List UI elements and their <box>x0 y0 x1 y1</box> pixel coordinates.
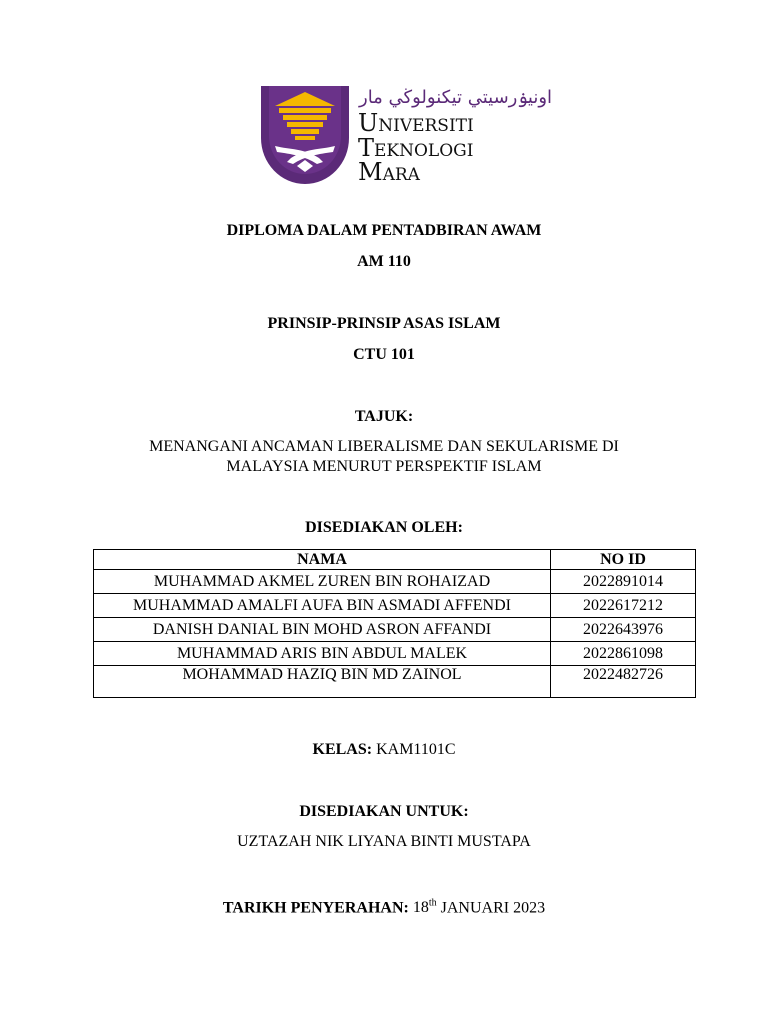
logo-line-mara: Mara <box>358 158 420 186</box>
submission-label: TARIKH PENYERAHAN: <box>222 899 409 917</box>
program-title: DIPLOMA DALAM PENTADBIRAN AWAM <box>226 222 542 239</box>
class-label: KELAS: <box>312 741 373 758</box>
uitm-logo <box>261 86 553 186</box>
student-id: 2022617212 <box>551 594 696 618</box>
topic-line-2: MALAYSIA MENURUT PERSPEKTIF ISLAM <box>226 458 542 475</box>
student-name: MOHAMMAD HAZIQ BIN MD ZAINOL <box>94 666 551 698</box>
header-id: NO ID <box>551 550 696 570</box>
logo-line-teknologi: Teknologi <box>358 134 474 162</box>
submission-day: 18th <box>412 898 437 917</box>
table-header-row <box>94 550 696 570</box>
table-row <box>94 618 696 642</box>
student-name: MUHAMMAD AKMEL ZUREN BIN ROHAIZAD <box>94 570 551 594</box>
student-id: 2022643976 <box>551 618 696 642</box>
table-row <box>94 594 696 618</box>
student-id: 2022861098 <box>551 642 696 666</box>
submission-date-line <box>0 894 768 918</box>
student-name: DANISH DANIAL BIN MOHD ASRON AFFANDI <box>94 618 551 642</box>
submission-day-suffix: th <box>428 898 437 909</box>
student-name: MUHAMMAD AMALFI AUFA BIN ASMADI AFFENDI <box>94 594 551 618</box>
program-code: AM 110 <box>357 253 411 270</box>
jawi-university-name: اونيۏرسيتي تيكنولوڬي مار <box>359 87 553 108</box>
submission-month-year: JANUARI 2023 <box>440 899 546 917</box>
student-id: 2022482726 <box>551 666 696 698</box>
table-row <box>94 570 696 594</box>
table-row <box>94 666 696 698</box>
header-name: NAMA <box>94 550 551 570</box>
topic-label: TAJUK: <box>354 408 414 425</box>
prepared-by-label: DISEDIAKAN OLEH: <box>305 519 463 536</box>
prepared-for-label: DISEDIAKAN UNTUK: <box>299 803 469 820</box>
students-table <box>93 549 696 698</box>
student-name: MUHAMMAD ARIS BIN ABDUL MALEK <box>94 642 551 666</box>
uitm-shield-icon <box>261 86 349 184</box>
prepared-for-value: UZTAZAH NIK LIYANA BINTI MUSTAPA <box>237 833 531 850</box>
logo-line-universiti: Universiti <box>358 109 474 137</box>
course-code: CTU 101 <box>353 346 415 363</box>
topic-line-1: MENANGANI ANCAMAN LIBERALISME DAN SEKULARISME DI <box>149 438 619 455</box>
class-line <box>0 740 768 760</box>
course-title: PRINSIP-PRINSIP ASAS ISLAM <box>267 315 501 332</box>
student-id: 2022891014 <box>551 570 696 594</box>
table-row <box>94 642 696 666</box>
class-value: KAM1101C <box>376 741 456 758</box>
